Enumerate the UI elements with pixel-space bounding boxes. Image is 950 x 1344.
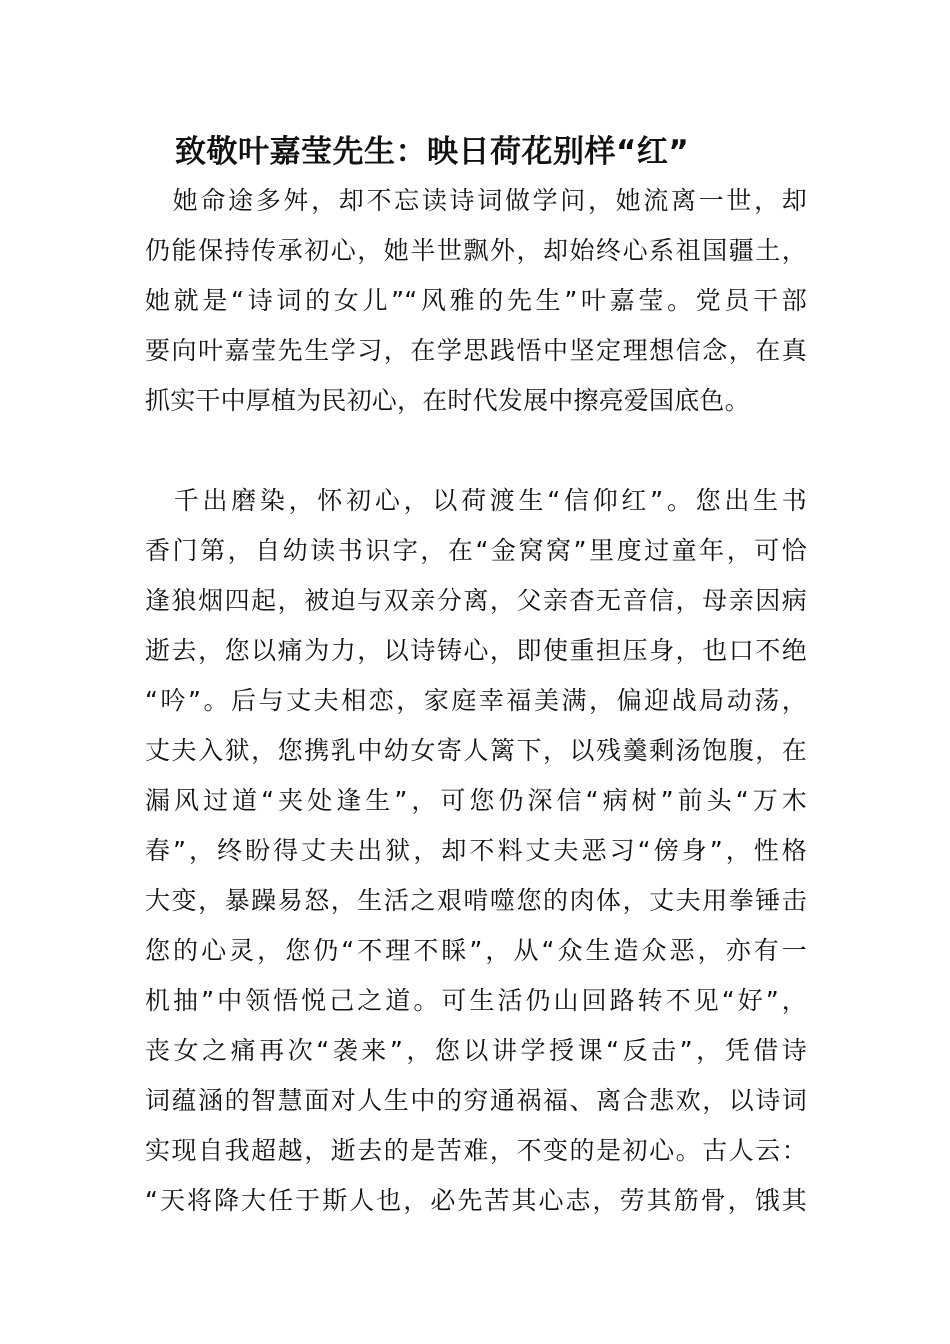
text-line: 大变，暴躁易怒，生活之艰啃噬您的肉体，丈夫用拳锤击 — [145, 886, 807, 915]
paragraph-spacer — [145, 426, 807, 476]
text-line: 丧女之痛再次“袭来”，您以讲学授课“反击”，凭借诗 — [145, 1036, 807, 1065]
paragraph-intro — [145, 176, 807, 426]
text-line: 香门第，自幼读书识字，在“金窝窝”里度过童年，可恰 — [145, 536, 807, 565]
text-line: 您的心灵，您仍“不理不睬”，从“众生造众恶，亦有一 — [145, 936, 807, 965]
text-line: 逢狼烟四起，被迫与双亲分离，父亲杳无音信，母亲因病 — [145, 586, 807, 615]
document-page — [145, 128, 807, 1226]
paragraph-body — [145, 476, 807, 1226]
text-line: 机抽”中领悟悦己之道。可生活仍山回路转不见“好”， — [145, 986, 807, 1015]
text-line: 漏风过道“夹处逢生”，可您仍深信“病树”前头“万木 — [145, 786, 807, 815]
text-line: 她就是“诗词的女儿”“风雅的先生”叶嘉莹。党员干部 — [145, 286, 807, 315]
text-line: 抓实干中厚植为民初心，在时代发展中擦亮爱国底色。 — [145, 386, 750, 415]
text-line: 她命途多舛，却不忘读诗词做学问，她流离一世，却 — [145, 186, 807, 215]
text-line: 词蕴涵的智慧面对人生中的穷通祸福、离合悲欢，以诗词 — [145, 1086, 807, 1115]
text-line: 逝去，您以痛为力，以诗铸心，即使重担压身，也口不绝 — [145, 636, 807, 665]
text-line: 春”，终盼得丈夫出狱，却不料丈夫恶习“傍身”，性格 — [145, 836, 807, 865]
text-line: “吟”。后与丈夫相恋，家庭幸福美满，偏迎战局动荡， — [145, 686, 807, 715]
text-line: 千出磨染，怀初心，以荷渡生“信仰红”。您出生书 — [145, 486, 807, 515]
text-line: 实现自我超越，逝去的是苦难，不变的是初心。古人云： — [145, 1136, 807, 1165]
document-title: 致敬叶嘉莹先生：映日荷花别样“红” — [175, 134, 690, 170]
text-line: 要向叶嘉莹先生学习，在学思践悟中坚定理想信念，在真 — [145, 336, 807, 365]
text-line: 丈夫入狱，您携乳中幼女寄人篱下，以残羹剩汤饱腹，在 — [145, 736, 807, 765]
text-line: 仍能保持传承初心，她半世飘外，却始终心系祖国疆土， — [145, 236, 807, 265]
text-line: “天将降大任于斯人也，必先苦其心志，劳其筋骨，饿其 — [145, 1186, 807, 1215]
